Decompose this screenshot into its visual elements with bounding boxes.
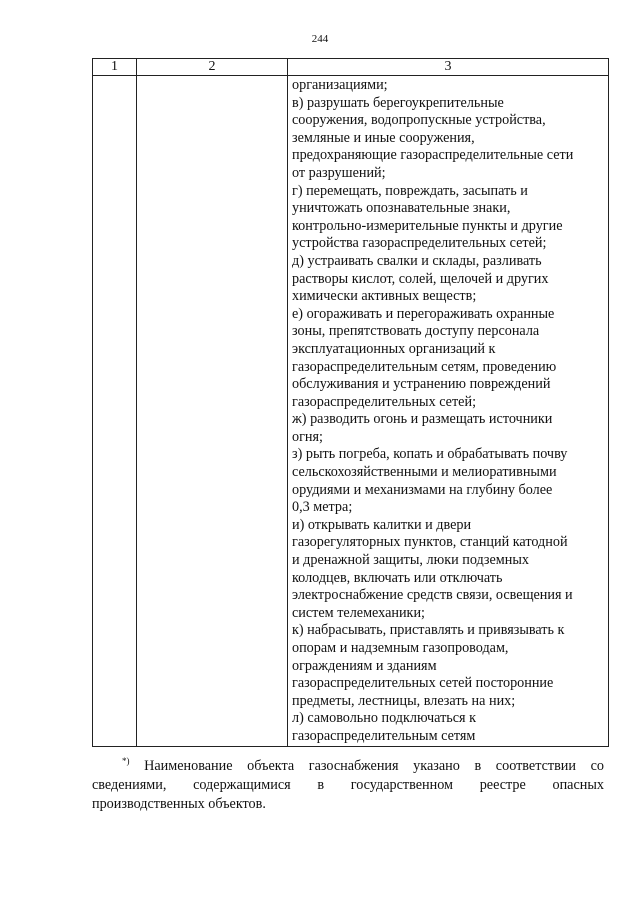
text-line: растворы кислот, солей, щелочей и других (292, 270, 549, 287)
text-line: электроснабжение средств связи, освещения и (292, 587, 573, 604)
prohibitions-list (288, 76, 608, 746)
text-line: з) рыть погреба, копать и обрабатывать почву (292, 446, 568, 463)
text-line: устройства газораспределительных сетей; (292, 235, 547, 252)
text-line: к) набрасывать, приставлять и привязывать к (292, 622, 565, 639)
footnote-line (92, 757, 604, 776)
text-line: г) перемещать, повреждать, засыпать и (292, 182, 528, 199)
text-line: газораспределительных сетей посторонние (292, 675, 554, 692)
text-line: д) устраивать свалки и склады, разливать (292, 252, 542, 269)
footnote-line: производственных объектов. (92, 796, 266, 812)
column-header-2: 2 (137, 59, 288, 76)
text-line: и дренажной защиты, люки подземных (292, 552, 529, 569)
text-line: газораспределительным сетям, проведению (292, 358, 557, 375)
text-line: 0,3 метра; (292, 499, 353, 516)
table-cell-col1 (93, 76, 137, 747)
table-cell-col2 (137, 76, 288, 747)
document-table (92, 58, 609, 747)
text-line: в) разрушать берегоукрепительные (292, 94, 504, 111)
text-line: сельскохозяйственными и мелиоративными (292, 464, 557, 481)
text-line: предохраняющие газораспределительные сети (292, 147, 574, 164)
footnote (92, 757, 604, 814)
text-line: газораспределительным сетям (292, 727, 476, 744)
text-line: уничтожать опознавательные знаки, (292, 200, 511, 217)
text-line: е) огораживать и перегораживать охранные (292, 305, 555, 322)
text-line: колодцев, включать или отключать (292, 569, 503, 586)
text-line: от разрушений; (292, 164, 386, 181)
text-line: земляные и иные сооружения, (292, 129, 475, 146)
text-line: зоны, препятствовать доступу персонала (292, 323, 540, 340)
text-line: сооружения, водопропускные устройства, (292, 112, 546, 129)
text-line: систем телемеханики; (292, 604, 425, 621)
column-header-1: 1 (93, 59, 137, 76)
text-line: огня; (292, 428, 323, 445)
table-row (93, 76, 609, 747)
text-line: предметы, лестницы, влезать на них; (292, 692, 516, 709)
table-header-row (93, 59, 609, 76)
text-line: эксплуатационных организаций к (292, 340, 496, 357)
column-header-3: 3 (288, 59, 609, 76)
text-line: ограждениям и зданиям (292, 657, 437, 674)
page-number: 244 (311, 33, 329, 45)
text-line: и) открывать калитки и двери (292, 516, 472, 533)
text-line: контрольно-измерительные пункты и другие (292, 217, 563, 234)
text-line: обслуживания и устранению повреждений (292, 376, 551, 393)
footnote-line: сведениями, содержащимися в государственном реестре опасных (92, 777, 604, 793)
footnote-text: Наименование объекта газоснабжения указано в соответствии со (144, 758, 604, 774)
text-line: химически активных веществ; (292, 288, 477, 305)
text-line: опорам и надземным газопроводам, (292, 640, 509, 656)
text-line: газораспределительных сетей; (292, 393, 477, 410)
footnote-marker: *) (122, 756, 130, 766)
text-line: ж) разводить огонь и размещать источники (292, 411, 553, 428)
text-line: л) самовольно подключаться к (292, 710, 477, 727)
text-line: организациями; (292, 77, 388, 93)
text-line: орудиями и механизмами на глубину более (292, 481, 553, 498)
text-line: газорегуляторных пунктов, станций катодной (292, 534, 568, 551)
table-cell-col3 (288, 76, 609, 747)
